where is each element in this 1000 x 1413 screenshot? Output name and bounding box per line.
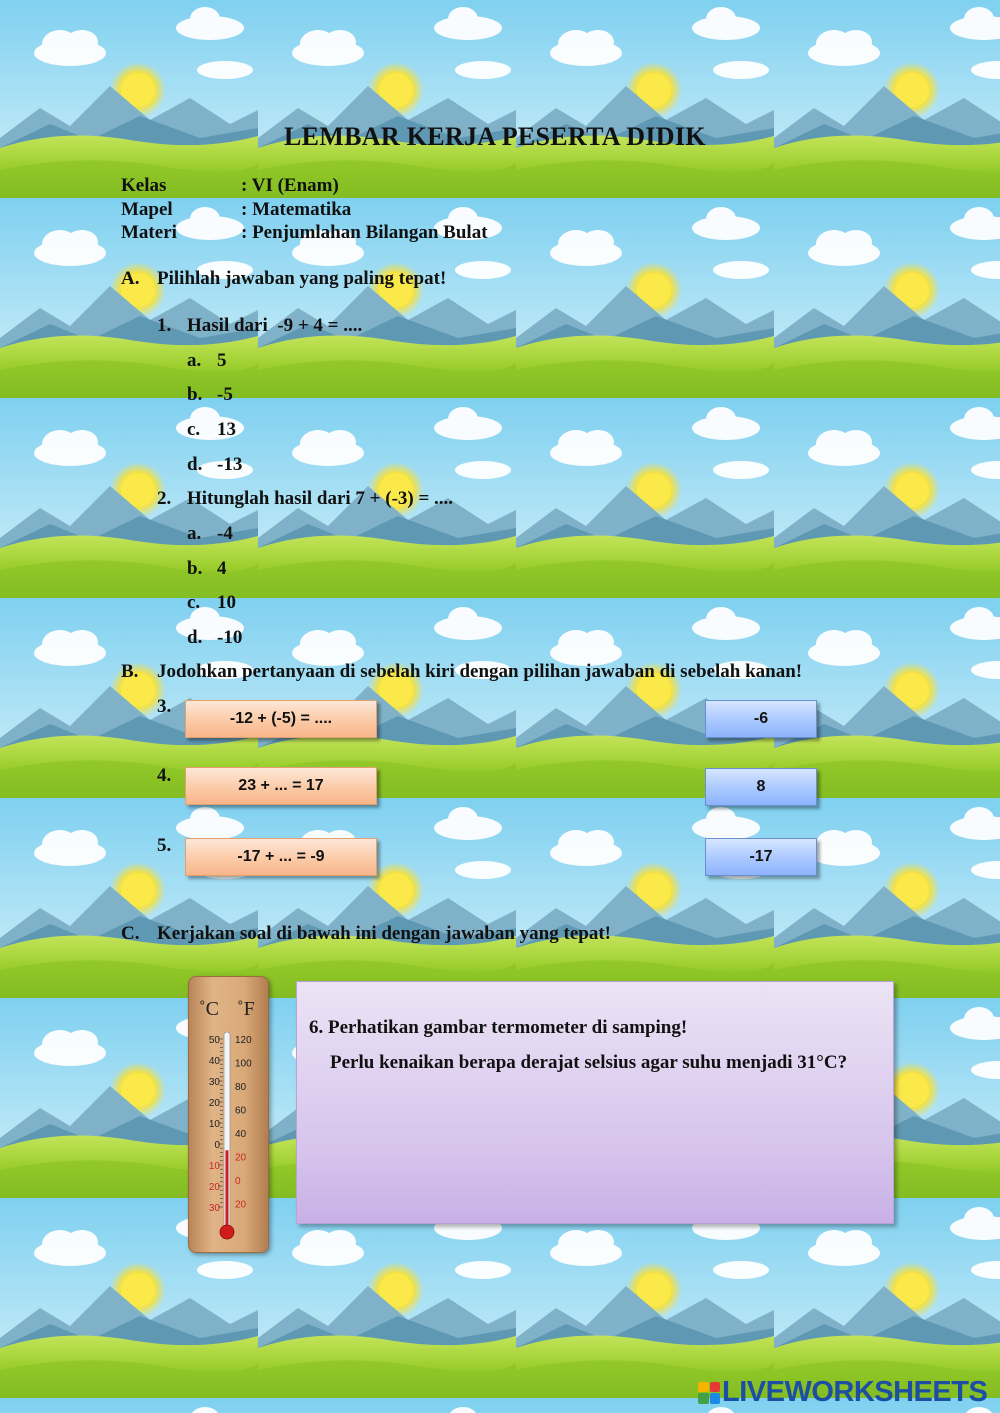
fahrenheit-tick-label: 100 [235, 1058, 252, 1070]
fahrenheit-tick-label: 60 [235, 1105, 247, 1117]
match-4-number: 4. [157, 765, 172, 786]
q2-option-d[interactable] [187, 627, 243, 649]
thermometer-bulb [220, 1225, 234, 1239]
celsius-tick-label: 50 [208, 1035, 220, 1046]
match-answer-3[interactable]: -17 [705, 838, 817, 876]
option-letter: b. [187, 384, 203, 405]
question-2-text: Hitunglah hasil dari 7 + (-3) = .... [187, 488, 454, 509]
logo-mark-icon [698, 1382, 720, 1404]
celsius-tick-label: 30 [208, 1077, 220, 1088]
celsius-tick-label: 10 [208, 1161, 220, 1172]
option-text: 4 [217, 558, 227, 579]
match-question-5[interactable]: -17 + ... = -9 [185, 838, 377, 876]
option-letter: a. [187, 523, 202, 544]
q2-option-c[interactable] [187, 592, 236, 614]
match-5-number: 5. [157, 835, 172, 856]
section-a-instruction: Pilihlah jawaban yang paling tepat! [157, 268, 447, 289]
option-text: -13 [217, 454, 243, 475]
fahrenheit-tick-label: 0 [235, 1176, 241, 1187]
thermometer-drawing [189, 977, 268, 1252]
match-answer-2[interactable]: 8 [705, 768, 817, 806]
section-c-letter: C. [121, 923, 140, 944]
section-c-instruction: Kerjakan soal di bawah ini dengan jawaban yang tepat! [157, 923, 611, 944]
q2-option-b[interactable] [187, 558, 227, 580]
section-b-letter: B. [121, 661, 139, 682]
thermometer-image [188, 976, 269, 1253]
celsius-tick-label: 0 [214, 1140, 220, 1151]
celsius-tick-label: 40 [208, 1056, 220, 1067]
option-letter: a. [187, 350, 202, 371]
thermometer-mercury [226, 1150, 229, 1232]
question-1-text: Hasil dari -9 + 4 = .... [187, 315, 363, 336]
liveworksheets-logo [698, 1376, 987, 1409]
option-letter: d. [187, 627, 203, 648]
logo-text: LIVEWORKSHEETS [722, 1376, 988, 1408]
celsius-tick-label: 10 [208, 1119, 220, 1130]
q1-option-c[interactable] [187, 419, 236, 441]
option-text: 10 [217, 592, 236, 613]
question-6-panel[interactable] [296, 981, 894, 1224]
option-letter: d. [187, 454, 203, 475]
meta-label-materi: Materi [121, 222, 177, 243]
match-question-3[interactable]: -12 + (-5) = .... [185, 700, 377, 738]
celsius-tick-label: 20 [208, 1098, 220, 1109]
section-a-letter: A. [121, 268, 140, 289]
option-letter: b. [187, 558, 203, 579]
option-text: -5 [217, 384, 233, 405]
q1-option-d[interactable] [187, 454, 243, 476]
fahrenheit-tick-label: 80 [235, 1082, 247, 1093]
match-answer-1[interactable]: -6 [705, 700, 817, 738]
q1-option-a[interactable] [187, 350, 227, 372]
fahrenheit-unit: ˚F [237, 998, 255, 1020]
meta-value-materi: : Penjumlahan Bilangan Bulat [241, 222, 488, 243]
q1-option-b[interactable] [187, 384, 233, 406]
meta-value-kelas: : VI (Enam) [241, 175, 339, 196]
celsius-unit: ˚C [199, 998, 219, 1020]
meta-label-kelas: Kelas [121, 175, 167, 196]
meta-label-mapel: Mapel [121, 199, 173, 220]
meta-value-mapel: : Matematika [241, 199, 352, 220]
option-letter: c. [187, 419, 201, 440]
fahrenheit-tick-label: 40 [235, 1129, 247, 1140]
celsius-tick-label: 20 [208, 1182, 220, 1193]
question-1-number: 1. [157, 315, 172, 336]
q2-option-a[interactable] [187, 523, 233, 545]
section-b-instruction: Jodohkan pertanyaan di sebelah kiri dengan pilihan jawaban di sebelah kanan! [157, 661, 803, 682]
option-letter: c. [187, 592, 201, 613]
question-6-line1: 6. Perhatikan gambar termometer di samping! [309, 1017, 688, 1038]
match-question-4[interactable]: 23 + ... = 17 [185, 767, 377, 805]
worksheet-title: LEMBAR KERJA PESERTA DIDIK [284, 122, 706, 151]
question-6-line2: Perlu kenaikan berapa derajat selsius agar suhu menjadi 31°C? [330, 1052, 848, 1073]
fahrenheit-tick-label: 20 [235, 1199, 247, 1211]
celsius-tick-label: 30 [208, 1203, 220, 1214]
match-3-number: 3. [157, 696, 172, 717]
option-text: 13 [217, 419, 236, 440]
option-text: -4 [217, 523, 233, 544]
option-text: 5 [217, 350, 227, 371]
option-text: -10 [217, 627, 243, 648]
fahrenheit-tick-label: 20 [235, 1152, 247, 1164]
fahrenheit-tick-label: 120 [235, 1035, 252, 1046]
question-2-number: 2. [157, 488, 172, 509]
